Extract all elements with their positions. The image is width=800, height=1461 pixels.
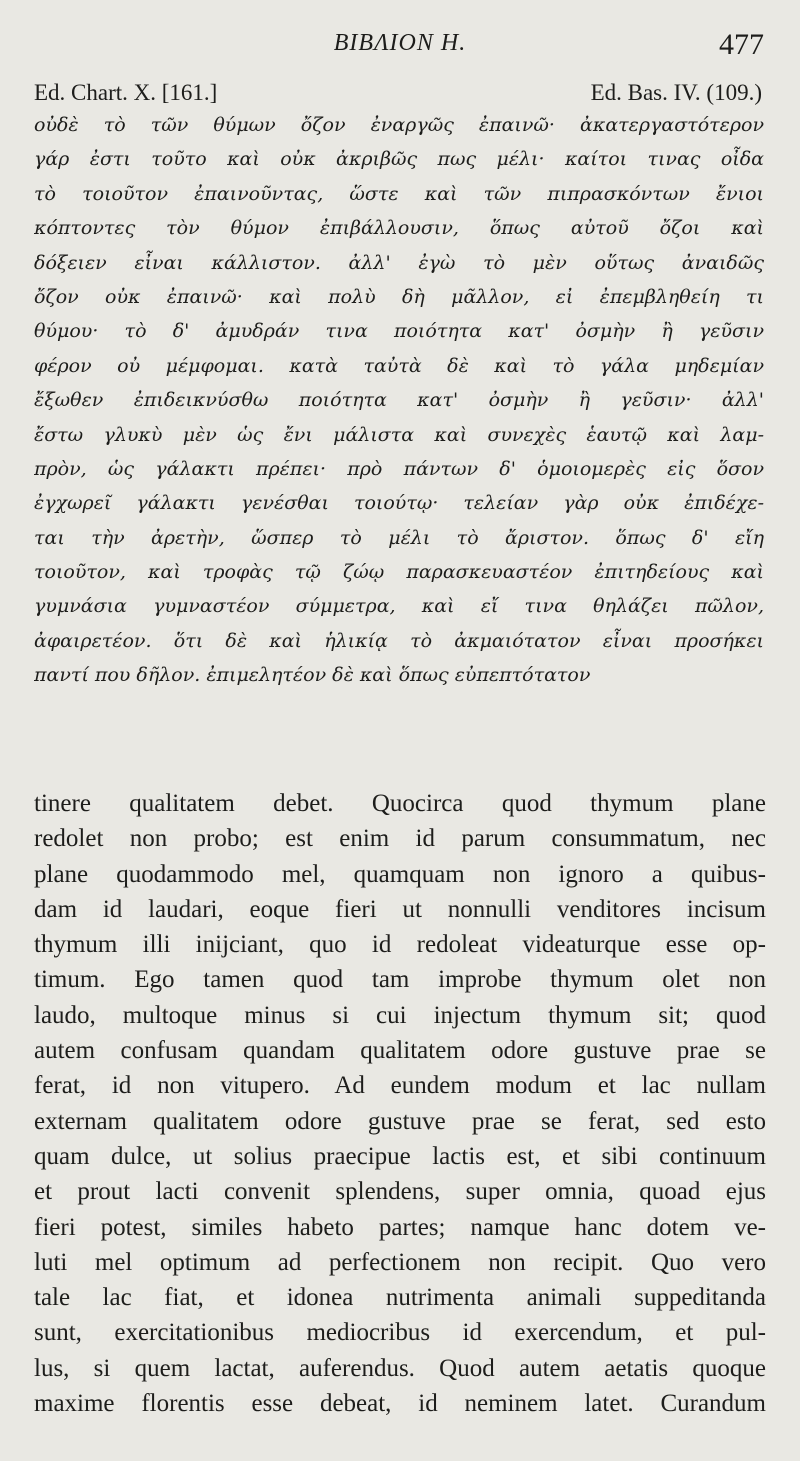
latin-line: thymum illi inijciant, quo id redoleat videaturque esse op-: [34, 931, 766, 959]
greek-line: παντί που δῆλον. ἐπιμελητέον δὲ καὶ ὅπως εὐπεπτότατον: [34, 664, 591, 687]
greek-line: γάρ ἐστι τοῦτο καὶ οὐκ ἀκριβῶς πως μέλι· καίτοι τινας οἶδα: [34, 148, 764, 171]
greek-line: κόπτοντες τὸν θύμον ἐπιβάλλουσιν, ὅπως αὐτοῦ ὄζοι καὶ: [34, 217, 764, 240]
latin-line: plane quodammodo mel, quamquam non ignoro a quibus-: [34, 860, 766, 888]
greek-line: θύμου· τὸ δ' ἀμυδράν τινα ποιότητα κατ' ὀσμὴν ἢ γεῦσιν: [34, 320, 764, 343]
greek-line: γυμνάσια γυμναστέον σύμμετρα, καὶ εἴ τινα θηλάζει πῶλον,: [34, 595, 764, 618]
greek-line: δόξειεν εἶναι κάλλιστον. ἀλλ' ἐγὼ τὸ μὲν οὕτως ἀναιδῶς: [34, 251, 764, 274]
latin-line: maxime florentis esse debeat, id neminem latet. Curandum: [34, 1390, 766, 1418]
latin-line: ferat, id non vitupero. Ad eundem modum et lac nullam: [34, 1072, 766, 1100]
latin-line: lus, si quem lactat, auferendus. Quod autem aetatis quoque: [34, 1354, 766, 1382]
greek-line: ἀφαιρετέον. ὅτι δὲ καὶ ἡλικίᾳ τὸ ἀκμαιότατον εἶναι προσήκει: [34, 629, 764, 652]
latin-line: externam qualitatem odore gustuve prae se ferat, sed esto: [34, 1107, 766, 1135]
latin-line: timum. Ego tamen quod tam improbe thymum olet non: [34, 966, 766, 994]
greek-line: φέρον οὐ μέμφομαι. κατὰ ταὐτὰ δὲ καὶ τὸ γάλα μηδεμίαν: [34, 354, 764, 377]
greek-line: οὐδὲ τὸ τῶν θύμων ὄζον ἐναργῶς ἐπαινῶ· ἀκατεργαστότερον: [34, 114, 764, 136]
greek-line: ἐγχωρεῖ γάλακτι γενέσθαι τοιούτῳ· τελείαν γὰρ οὐκ ἐπιδέχε-: [34, 492, 764, 515]
latin-line: fieri potest, similes habeto partes; namque hanc dotem ve-: [34, 1213, 766, 1241]
greek-line: τοιοῦτον, καὶ τροφὰς τῷ ζώῳ παρασκευαστέον ἐπιτηδείους καὶ: [34, 561, 764, 584]
running-title: BIBΛΙΟΝ Η.: [333, 30, 467, 56]
latin-line: dam id laudari, eoque fieri ut nonnulli venditores incisum: [34, 895, 766, 923]
latin-line: sunt, exercitationibus mediocribus id exercendum, et pul-: [34, 1319, 766, 1347]
latin-text-block: [34, 786, 766, 1421]
latin-line: tinere qualitatem debet. Quocirca quod thymum plane: [34, 790, 766, 817]
edition-reference-right: Ed. Bas. IV. (109.): [590, 80, 762, 105]
greek-line: πρὸν, ὡς γάλακτι πρέπει· πρὸ πάντων δ' ὁμοιομερὲς εἰς ὅσον: [34, 457, 764, 480]
edition-reference-left: Ed. Chart. X. [161.]: [34, 80, 218, 105]
greek-line: ἔστω γλυκὺ μὲν ὡς ἔνι μάλιστα καὶ συνεχὲς ἑαυτῷ καὶ λαμ-: [34, 423, 764, 446]
latin-line: luti mel optimum ad perfectionem non recipit. Quo vero: [34, 1248, 766, 1276]
latin-line: tale lac fiat, et idonea nutrimenta animali suppeditanda: [34, 1284, 766, 1312]
latin-line: laudo, multoque minus si cui injectum thymum sit; quod: [34, 1001, 766, 1029]
latin-line: redolet non probo; est enim id parum consummatum, nec: [34, 825, 766, 853]
greek-line: ὄζον οὐκ ἐπαινῶ· καὶ πολὺ δὴ μᾶλλον, εἰ ἐπεμβληθείη τι: [34, 285, 764, 308]
page-number: 477: [719, 28, 764, 61]
latin-line: et prout lacti convenit splendens, super omnia, quoad ejus: [34, 1178, 766, 1206]
greek-line: ἔξωθεν ἐπιδεικνύσθω ποιότητα κατ' ὀσμὴν ἢ γεῦσιν· ἀλλ': [34, 389, 764, 412]
latin-line: autem confusam quandam qualitatem odore gustuve prae se: [34, 1037, 766, 1065]
latin-line: quam dulce, ut solius praecipue lactis est, et sibi continuum: [34, 1142, 766, 1170]
greek-line: ται τὴν ἀρετὴν, ὥσπερ τὸ μέλι τὸ ἄριστον. ὅπως δ' εἴη: [34, 526, 764, 549]
greek-text-block: [34, 108, 764, 693]
greek-line: τὸ τοιοῦτον ἐπαινοῦντας, ὥστε καὶ τῶν πιπρασκόντων ἔνιοι: [34, 182, 764, 205]
